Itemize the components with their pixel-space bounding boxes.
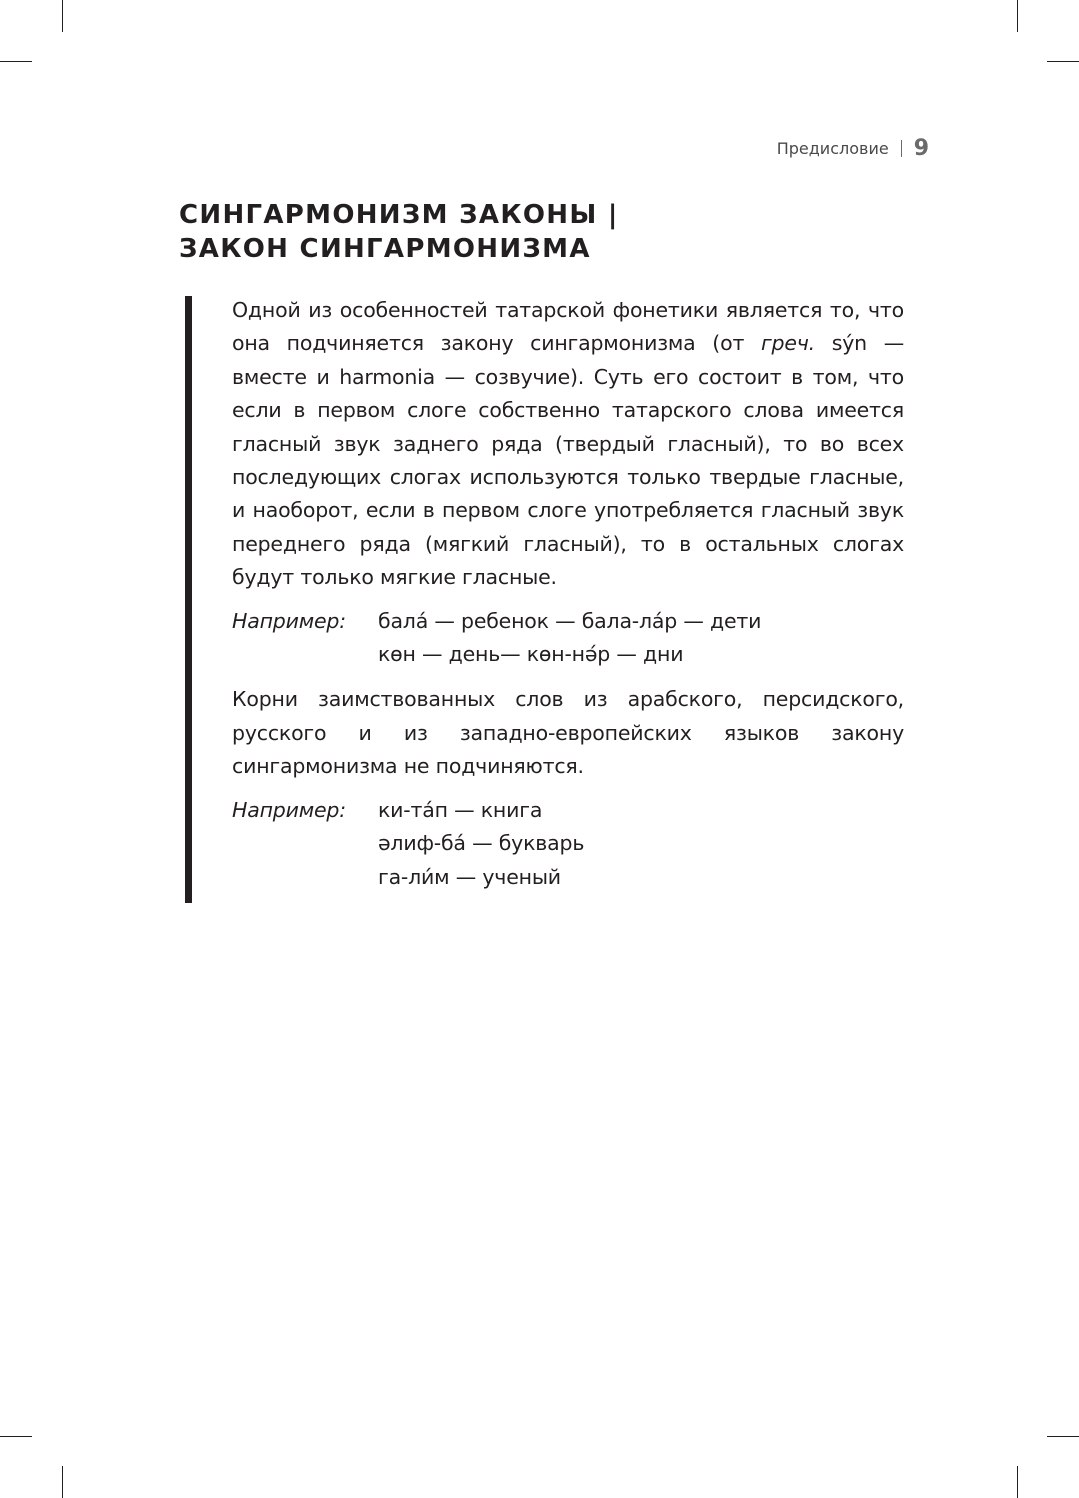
example-block-1: [232, 605, 904, 672]
running-head-divider: [901, 140, 902, 157]
body-text: [232, 294, 904, 894]
section-title-line-2: ЗАКОН СИНГАРМОНИЗМА: [179, 234, 591, 264]
crop-mark: [0, 1436, 32, 1437]
paragraph-1-abbr: греч.: [760, 331, 815, 356]
example-label-2: Например:: [232, 797, 346, 822]
crop-mark: [62, 1466, 63, 1498]
crop-mark: [62, 0, 63, 32]
paragraph-1-part-2: sу́n — вместе и harmonia — созвучие). Суть его состоит в том, что если в первом слоге собственно татарского слова имеется гласный звук заднего ряда (твердый гласный), то во всех последующих слогах используются только твердые гласные, и наоборот, если в первом слоге употребляется гласный звук переднего ряда (мягкий гласный), то в остальных слогах будут только мягкие гласные.: [232, 331, 905, 590]
example-label-1: Например:: [232, 608, 346, 633]
example-block-2: [232, 794, 904, 894]
example-1-line-1: бала́ — ребенок — бала-ла́р — дети: [378, 608, 762, 633]
paragraph-2: Корни заимствованных слов из арабского, персидского, русского и из западно-европейских языков закону сингармонизма не подчиняются.: [232, 687, 904, 779]
example-1-line-2: көн — день— көн-нә́р — дни: [378, 642, 684, 667]
example-2-line-3: га-ли́м — ученый: [378, 864, 561, 889]
paragraph-1-part-1: Одной из особенностей татарской фонетики является то, что она подчиняется закону сингармонизма (от: [232, 298, 904, 356]
crop-mark: [1047, 61, 1079, 62]
example-2-line-2: әлиф-ба́ — букварь: [378, 831, 585, 856]
crop-mark: [0, 61, 32, 62]
crop-mark: [1017, 1466, 1018, 1498]
crop-mark: [1047, 1436, 1079, 1437]
section-title-line-1: СИНГАРМОНИЗМ ЗАКОНЫ |: [179, 200, 619, 230]
page-number: 9: [913, 136, 929, 161]
sidebar-rule: [185, 296, 192, 903]
running-head: [777, 136, 929, 161]
crop-mark: [1017, 0, 1018, 32]
paragraph-1: [232, 294, 904, 595]
running-head-title: Предисловие: [776, 139, 889, 158]
example-2-line-1: ки-та́п — книга: [378, 797, 543, 822]
section-title: [179, 198, 939, 266]
